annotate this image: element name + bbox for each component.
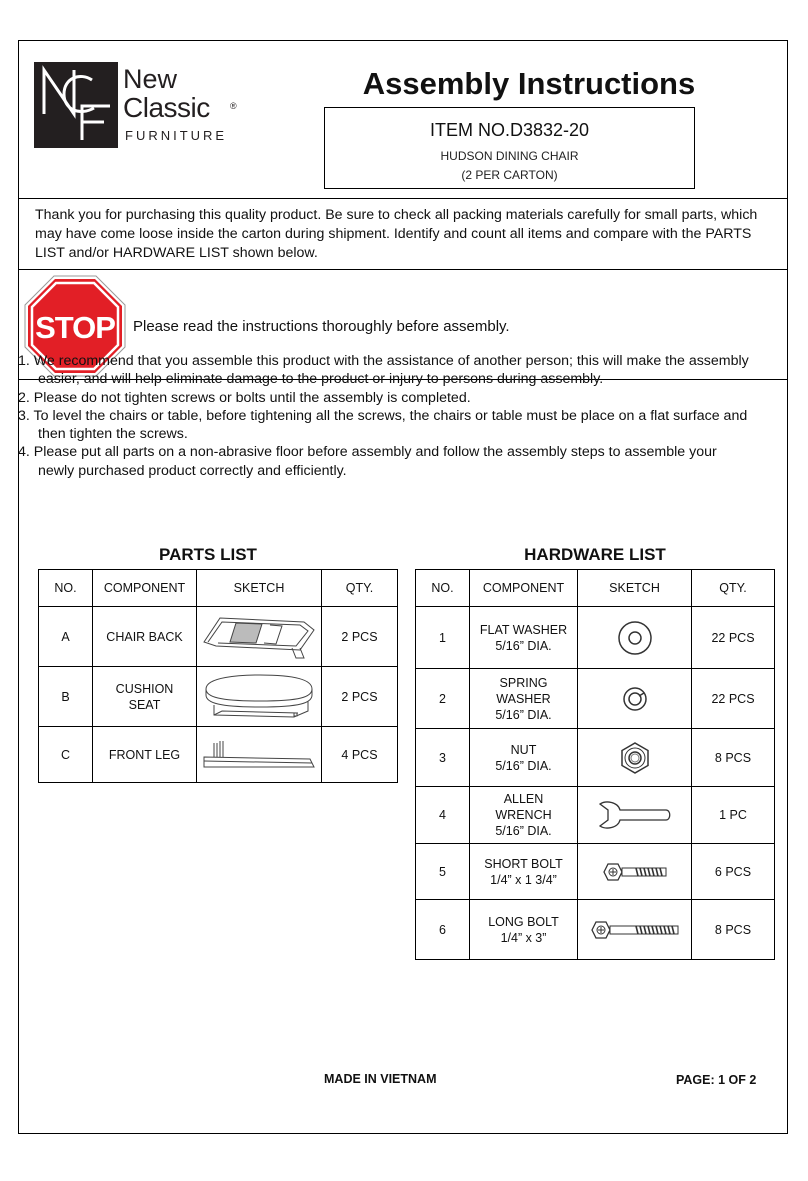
col-header-sketch: SKETCH: [197, 570, 322, 607]
part-sketch: [197, 727, 322, 783]
part-component: CHAIR BACK: [93, 607, 197, 667]
nut-icon: [618, 741, 652, 775]
hardware-table: [415, 569, 775, 960]
hardware-no: 2: [416, 669, 470, 729]
table-row: [416, 900, 775, 960]
table-row: [416, 729, 775, 787]
cushion-seat-icon: [200, 671, 318, 723]
front-leg-icon: [200, 735, 318, 775]
table-row: [39, 667, 398, 727]
col-header-qty: QTY.: [692, 570, 775, 607]
hardware-qty: 8 PCS: [692, 729, 775, 787]
part-sketch: [197, 607, 322, 667]
page-number: PAGE: 1 OF 2: [676, 1073, 757, 1087]
table-row: [416, 669, 775, 729]
col-header-sketch: SKETCH: [578, 570, 692, 607]
part-no: A: [39, 607, 93, 667]
col-header-qty: QTY.: [322, 570, 398, 607]
hardware-no: 6: [416, 900, 470, 960]
instruction-step: 1. We recommend that you assemble this product with the assistance of another person; this will make the assembly easier, and will help eliminate damage to the product or injury to persons during assembly.: [18, 353, 749, 388]
hardware-component: FLAT WASHER 5/16” DIA.: [470, 607, 578, 669]
hardware-component: NUT 5/16” DIA.: [470, 729, 578, 787]
registered-mark: ®: [230, 101, 237, 111]
part-qty: 2 PCS: [322, 667, 398, 727]
parts-list-title: PARTS LIST: [159, 545, 257, 564]
part-component: CUSHION SEAT: [93, 667, 197, 727]
part-no: B: [39, 667, 93, 727]
hardware-qty: 22 PCS: [692, 607, 775, 669]
item-info-box: [324, 107, 695, 189]
col-header-no: NO.: [416, 570, 470, 607]
part-qty: 4 PCS: [322, 727, 398, 783]
allen-wrench-icon: [596, 798, 674, 832]
short-bolt-icon: [602, 860, 668, 884]
part-qty: 2 PCS: [322, 607, 398, 667]
parts-header-row: [39, 570, 398, 607]
stop-message: Please read the instructions thoroughly before assembly.: [133, 318, 510, 335]
hardware-header-row: [416, 570, 775, 607]
hardware-qty: 22 PCS: [692, 669, 775, 729]
col-header-component: COMPONENT: [93, 570, 197, 607]
page-title: Assembly Instructions: [362, 66, 696, 101]
hardware-qty: 6 PCS: [692, 844, 775, 900]
table-row: [416, 607, 775, 669]
brand-logo: [34, 62, 244, 150]
hardware-sketch: [578, 729, 692, 787]
col-header-no: NO.: [39, 570, 93, 607]
product-name: HUDSON DINING CHAIR: [440, 149, 579, 163]
hardware-component: SHORT BOLT 1/4” x 1 3/4”: [470, 844, 578, 900]
part-no: C: [39, 727, 93, 783]
long-bolt-icon: [590, 918, 680, 942]
hardware-no: 3: [416, 729, 470, 787]
part-component: FRONT LEG: [93, 727, 197, 783]
table-row: [416, 844, 775, 900]
part-sketch: [197, 667, 322, 727]
intro-text: Thank you for purchasing this quality product. Be sure to check all packing materials carefully for small parts, which may have come loose inside the carton during shipment. Identify and count all items and compare with the PARTS LIST and/or HARDWARE LIST shown below.: [19, 198, 787, 270]
hardware-no: 5: [416, 844, 470, 900]
header: [19, 41, 787, 199]
carton-info: (2 PER CARTON): [461, 168, 558, 182]
instruction-step: 4. Please put all parts on a non-abrasive floor before assembly and follow the assembly steps to assemble your newly purchased product correctly and efficiently.: [18, 444, 717, 479]
hardware-no: 4: [416, 787, 470, 844]
hardware-no: 1: [416, 607, 470, 669]
table-row: [39, 607, 398, 667]
ncf-monogram-logo: [34, 62, 118, 148]
table-row: [39, 727, 398, 783]
item-number: ITEM NO.D3832-20: [429, 120, 590, 140]
hardware-sketch: [578, 607, 692, 669]
brand-name-classic: Classic: [123, 92, 210, 123]
hardware-sketch: [578, 900, 692, 960]
hardware-qty: 8 PCS: [692, 900, 775, 960]
instruction-step: 2. Please do not tighten screws or bolts until the assembly is completed.: [18, 389, 471, 406]
hardware-component: LONG BOLT 1/4” x 3”: [470, 900, 578, 960]
spring-washer-icon: [620, 684, 650, 714]
made-in-label: MADE IN VIETNAM: [324, 1072, 437, 1086]
brand-name-new: New: [123, 64, 178, 94]
hardware-component: ALLEN WRENCH 5/16” DIA.: [470, 787, 578, 844]
brand-name-furniture: FURNITURE: [125, 128, 228, 143]
chair-back-icon: [200, 612, 318, 662]
table-row: [416, 787, 775, 844]
flat-washer-icon: [615, 618, 655, 658]
stop-sign-text: STOP: [35, 310, 115, 345]
hardware-sketch: [578, 787, 692, 844]
parts-table: [38, 569, 398, 783]
col-header-component: COMPONENT: [470, 570, 578, 607]
hardware-sketch: [578, 669, 692, 729]
hardware-qty: 1 PC: [692, 787, 775, 844]
hardware-list-title: HARDWARE LIST: [524, 545, 666, 564]
hardware-component: SPRING WASHER 5/16” DIA.: [470, 669, 578, 729]
hardware-sketch: [578, 844, 692, 900]
instruction-steps: [18, 352, 753, 480]
instruction-step: 3. To level the chairs or table, before tightening all the screws, the chairs or table must be place on a flat surface and then tighten the screws.: [18, 407, 748, 443]
